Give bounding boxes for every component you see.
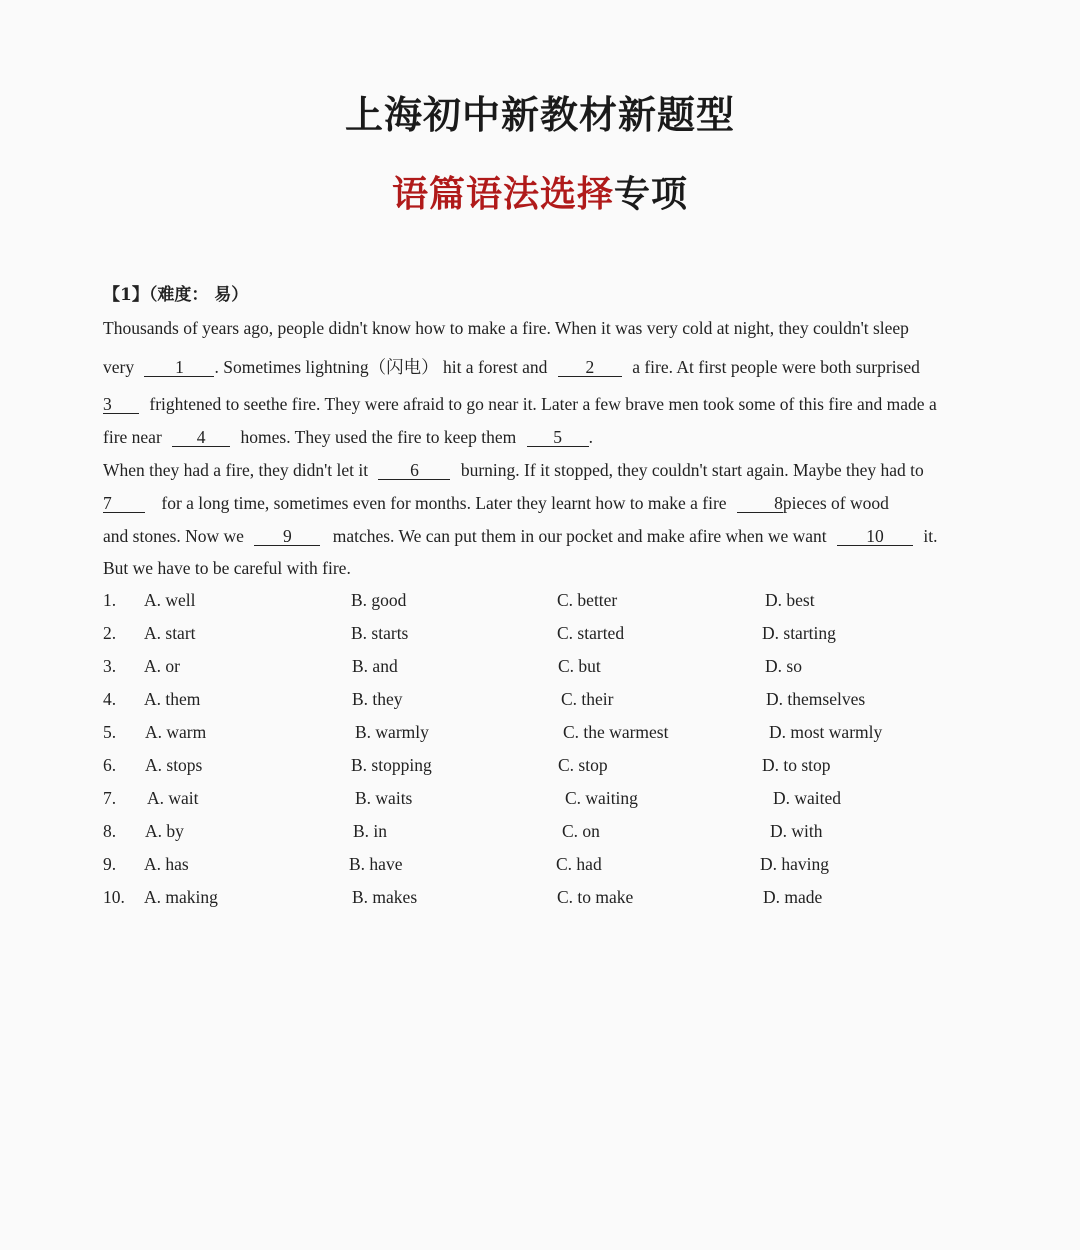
subtitle-suffix: 专项	[614, 173, 689, 215]
passage-line-8	[103, 558, 983, 579]
passage-line-2	[103, 354, 983, 379]
passage-text: .	[588, 427, 593, 447]
option-c[interactable]: C. but	[558, 656, 601, 676]
option-d[interactable]: D. best	[765, 590, 815, 610]
passage-text: very	[103, 357, 135, 377]
option-d[interactable]: D. waited	[773, 788, 842, 808]
option-c[interactable]: C. better	[557, 590, 618, 610]
option-d[interactable]: D. starting	[762, 623, 836, 643]
option-number: 9.	[103, 854, 117, 874]
option-a[interactable]: A. warm	[145, 722, 207, 742]
option-c[interactable]: C. waiting	[565, 788, 638, 808]
blank-5[interactable]: 5	[527, 429, 589, 447]
passage-text: But we have to be careful with fire.	[103, 558, 351, 578]
passage-text: . Sometimes lightning（闪电） hit a forest and	[214, 357, 548, 377]
option-b[interactable]: B. stopping	[351, 755, 432, 775]
option-a[interactable]: A. by	[145, 821, 184, 841]
passage-line-6	[103, 493, 983, 514]
passage-line-1	[103, 318, 983, 339]
blank-4[interactable]: 4	[172, 429, 230, 447]
option-d[interactable]: D. themselves	[766, 689, 866, 709]
option-b[interactable]: B. in	[353, 821, 388, 841]
passage-line-7	[103, 526, 983, 547]
option-c[interactable]: C. to make	[557, 887, 634, 907]
option-number: 4.	[103, 689, 117, 709]
option-number: 5.	[103, 722, 117, 742]
option-a[interactable]: A. has	[144, 854, 189, 874]
option-d[interactable]: D. to stop	[762, 755, 831, 775]
option-b[interactable]: B. they	[352, 689, 403, 709]
blank-7[interactable]: 7	[103, 495, 145, 513]
document-title: 上海初中新教材新题型	[344, 92, 735, 137]
option-d[interactable]: D. made	[763, 887, 823, 907]
passage-text: and stones. Now we	[103, 526, 244, 546]
option-a[interactable]: A. or	[144, 656, 180, 676]
option-a[interactable]: A. well	[144, 590, 196, 610]
option-d[interactable]: D. having	[760, 854, 830, 874]
subtitle-topic: 语篇语法选择	[391, 173, 614, 215]
blank-2[interactable]: 2	[558, 359, 622, 377]
question-header: 【1】（难度： 易）	[103, 285, 249, 305]
blank-3[interactable]: 3	[103, 396, 139, 414]
option-b[interactable]: B. waits	[355, 788, 413, 808]
option-c[interactable]: C. their	[561, 689, 614, 709]
blank-8[interactable]: 8	[737, 495, 783, 513]
blank-10[interactable]: 10	[837, 528, 913, 546]
option-number: 2.	[103, 623, 117, 643]
option-b[interactable]: B. and	[352, 656, 398, 676]
passage-text: burning. If it stopped, they couldn't start again. Maybe they had to	[460, 460, 924, 480]
passage-text: pieces of wood	[782, 493, 889, 513]
passage-text: for a long time, sometimes even for months. Later they learnt how to make a fire	[161, 493, 727, 513]
option-a[interactable]: A. wait	[147, 788, 199, 808]
option-c[interactable]: C. stop	[558, 755, 608, 775]
passage-text: When they had a fire, they didn't let it	[103, 460, 369, 480]
option-d[interactable]: D. so	[765, 656, 802, 676]
option-a[interactable]: A. making	[144, 887, 218, 907]
option-b[interactable]: B. have	[349, 854, 403, 874]
option-b[interactable]: B. good	[351, 590, 407, 610]
passage-text: homes. They used the fire to keep them	[240, 427, 517, 447]
option-number: 3.	[103, 656, 117, 676]
passage-line-4	[103, 427, 983, 448]
option-a[interactable]: A. start	[144, 623, 196, 643]
blank-1[interactable]: 1	[144, 359, 214, 377]
passage-text: a fire. At first people were both surprised	[632, 357, 920, 377]
option-number: 1.	[103, 590, 117, 610]
passage-text: frightened to seethe fire. They were afraid to go near it. Later a few brave men took some of this fire and made a	[149, 394, 937, 414]
option-c[interactable]: C. started	[557, 623, 625, 643]
option-number: 6.	[103, 755, 117, 775]
passage-text: it.	[923, 526, 938, 546]
passage-text: Thousands of years ago, people didn't know how to make a fire. When it was very cold at night, they couldn't sleep	[103, 318, 909, 338]
blank-9[interactable]: 9	[254, 528, 320, 546]
option-b[interactable]: B. starts	[351, 623, 409, 643]
passage-line-5	[103, 460, 983, 481]
option-d[interactable]: D. most warmly	[769, 722, 883, 742]
option-c[interactable]: C. on	[562, 821, 600, 841]
passage-text: matches. We can put them in our pocket and make afire when we want	[332, 526, 827, 546]
option-number: 10.	[103, 887, 125, 907]
passage-line-3	[103, 394, 983, 415]
document-subtitle	[0, 166, 1080, 217]
passage-text: fire near	[103, 427, 162, 447]
option-number: 7.	[103, 788, 117, 808]
option-d[interactable]: D. with	[770, 821, 823, 841]
option-b[interactable]: B. warmly	[355, 722, 429, 742]
option-a[interactable]: A. them	[144, 689, 201, 709]
option-c[interactable]: C. the warmest	[563, 722, 669, 742]
blank-6[interactable]: 6	[378, 462, 450, 480]
option-number: 8.	[103, 821, 117, 841]
option-a[interactable]: A. stops	[145, 755, 203, 775]
option-b[interactable]: B. makes	[352, 887, 418, 907]
option-c[interactable]: C. had	[556, 854, 602, 874]
